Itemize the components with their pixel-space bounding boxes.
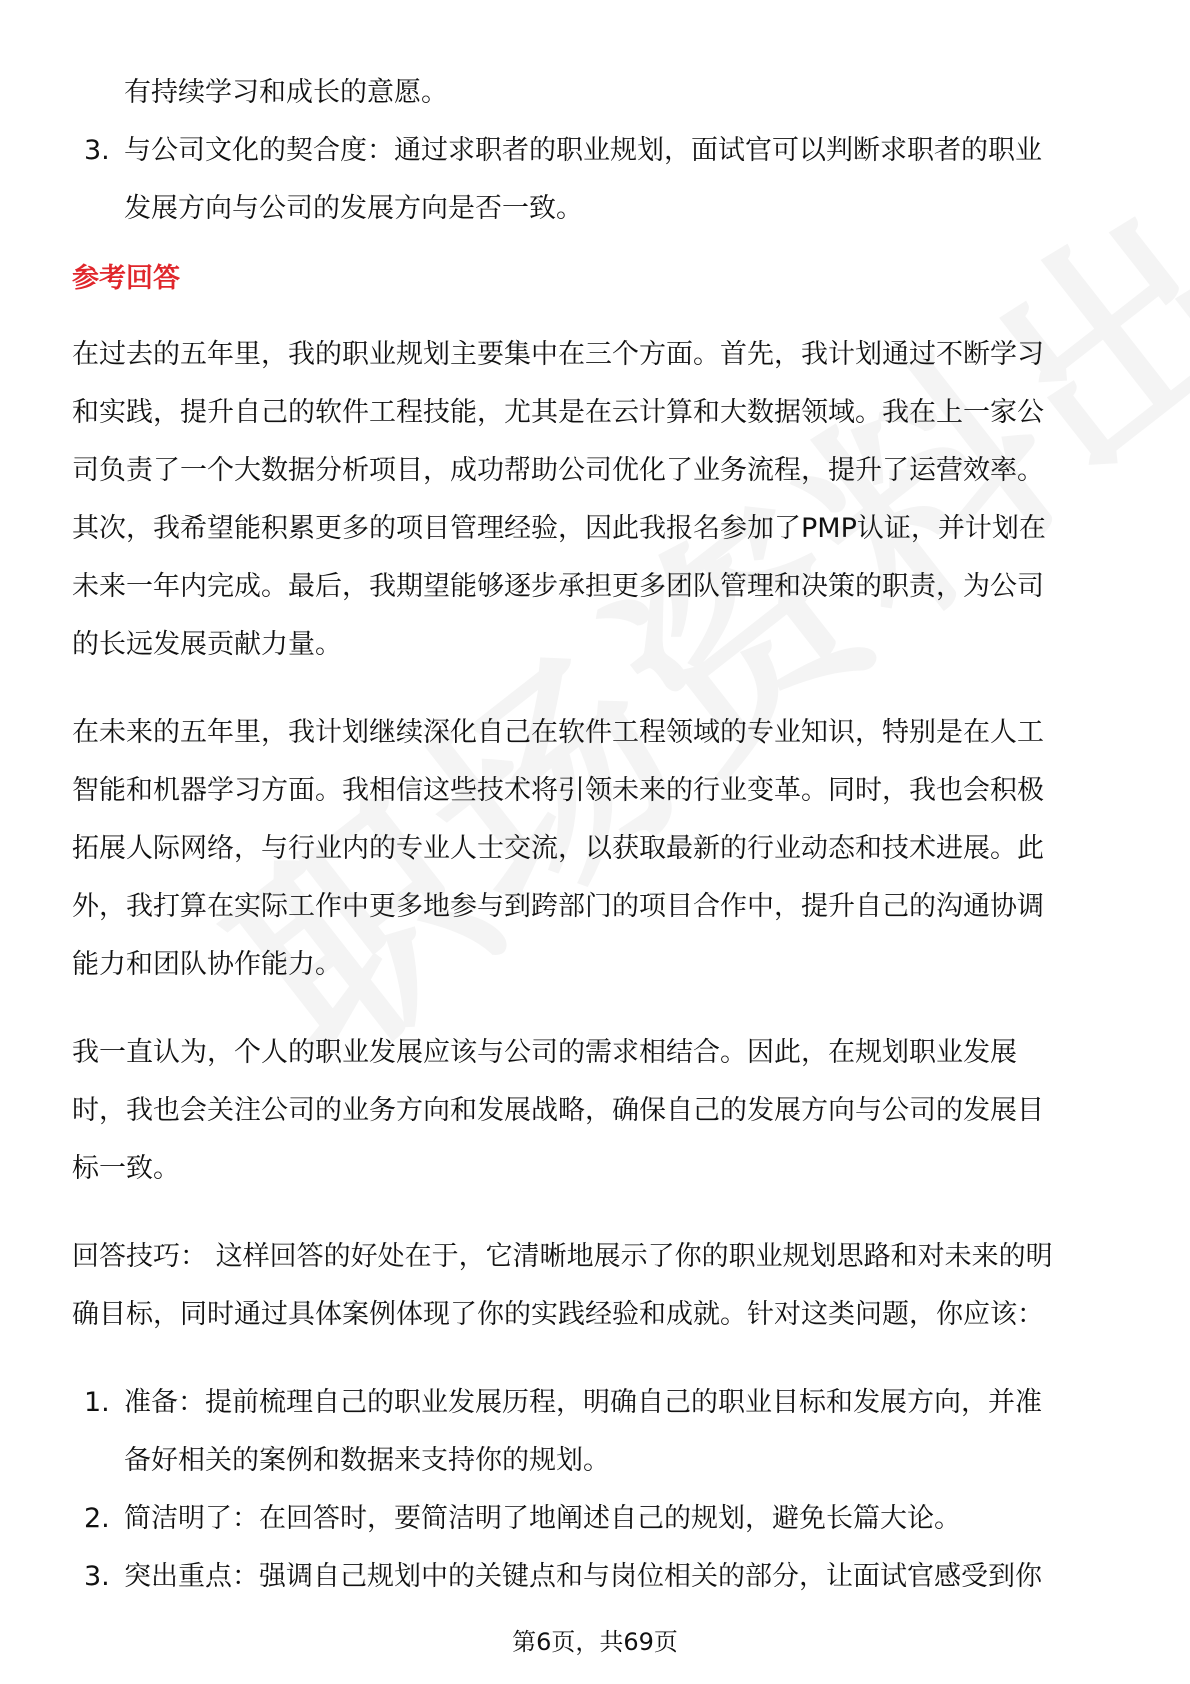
- paragraph-line: 司负责了一个大数据分析项目，成功帮助公司优化了业务流程，提升了运营效率。: [72, 455, 1044, 486]
- list-item-text-line: 准备：提前梳理自己的职业发展历程，明确自己的职业目标和发展方向，并准: [124, 1387, 1042, 1418]
- list-number: 3.: [84, 1561, 110, 1592]
- paragraph-line: 和实践，提升自己的软件工程技能，尤其是在云计算和大数据领域。我在上一家公: [72, 397, 1044, 428]
- paragraph-line: 能力和团队协作能力。: [72, 949, 342, 980]
- list-item-3: [72, 122, 1117, 238]
- list-number: 3.: [84, 135, 110, 166]
- paragraph-line: 拓展人际网络，与行业内的专业人士交流，以获取最新的行业动态和技术进展。此: [72, 833, 1044, 864]
- paragraph-4: [72, 1228, 1117, 1344]
- list-item-text-line: 发展方向与公司的发展方向是否一致。: [124, 193, 583, 224]
- paragraph-line: 时，我也会关注公司的业务方向和发展战略，确保自己的发展方向与公司的发展目: [72, 1095, 1044, 1126]
- paragraph-line: 外，我打算在实际工作中更多地参与到跨部门的项目合作中，提升自己的沟通协调: [72, 891, 1044, 922]
- list-item-text-line: 突出重点：强调自己规划中的关键点和与岗位相关的部分，让面试官感受到你: [124, 1561, 1042, 1592]
- paragraph-line: 智能和机器学习方面。我相信这些技术将引领未来的行业变革。同时，我也会积极: [72, 775, 1044, 806]
- paragraph-3: [72, 1024, 1117, 1198]
- paragraph-line: 标一致。: [72, 1153, 180, 1184]
- list-item-text-line: 简洁明了：在回答时，要简洁明了地阐述自己的规划，避免长篇大论。: [124, 1503, 961, 1534]
- paragraph-line: 其次，我希望能积累更多的项目管理经验，因此我报名参加了PMP认证，并计划在: [72, 513, 1046, 544]
- tip-item-1: [72, 1374, 1117, 1490]
- list-item-continued: [72, 64, 1117, 122]
- page-number-footer: 第6页，共69页: [512, 1628, 678, 1656]
- paragraph-line: 的长远发展贡献力量。: [72, 629, 342, 660]
- paragraph-line: 回答技巧： 这样回答的好处在于，它清晰地展示了你的职业规划思路和对未来的明: [72, 1241, 1053, 1272]
- list-number: 2.: [84, 1503, 110, 1534]
- list-number: 1.: [84, 1387, 110, 1418]
- paragraph-2: [72, 704, 1117, 994]
- tip-item-3: [72, 1548, 1117, 1606]
- tip-item-2: [72, 1490, 1117, 1548]
- list-item-text-line: 备好相关的案例和数据来支持你的规划。: [124, 1445, 610, 1476]
- paragraph-line: 在未来的五年里，我计划继续深化自己在软件工程领域的专业知识，特别是在人工: [72, 717, 1044, 748]
- paragraph-line: 未来一年内完成。最后，我期望能够逐步承担更多团队管理和决策的职责，为公司: [72, 571, 1044, 602]
- paragraph-line: 我一直认为，个人的职业发展应该与公司的需求相结合。因此，在规划职业发展: [72, 1037, 1017, 1068]
- paragraph-line: 确目标，同时通过具体案例体现了你的实践经验和成就。针对这类问题，你应该：: [72, 1299, 1044, 1330]
- list-item-text-line: 有持续学习和成长的意愿。: [124, 77, 448, 108]
- paragraph-1: [72, 326, 1117, 674]
- page-content: [72, 64, 1117, 1606]
- section-heading: 参考回答: [72, 263, 180, 294]
- list-item-text-line: 与公司文化的契合度：通过求职者的职业规划，面试官可以判断求职者的职业: [124, 135, 1042, 166]
- paragraph-line: 在过去的五年里，我的职业规划主要集中在三个方面。首先，我计划通过不断学习: [72, 339, 1044, 370]
